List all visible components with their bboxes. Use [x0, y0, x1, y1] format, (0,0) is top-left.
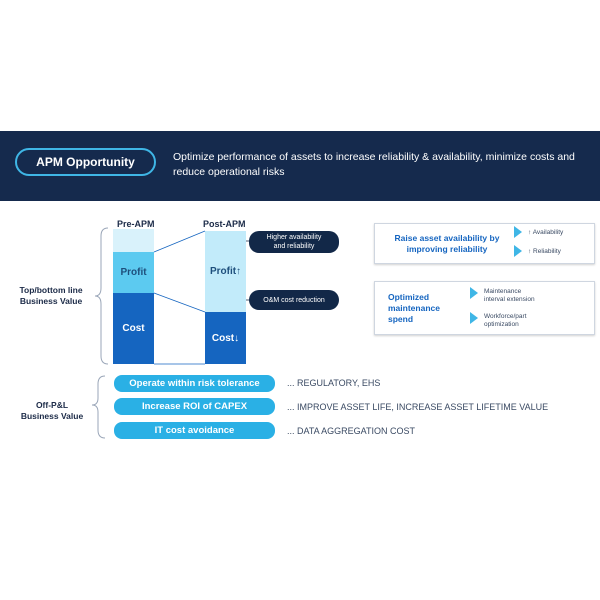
pre-apm-label: Pre-APM: [117, 219, 155, 229]
connector-cost-top: [154, 293, 205, 312]
risk-tolerance-note: ... REGULATORY, EHS: [287, 378, 381, 388]
om-cost-reduction-text: O&M cost reduction: [263, 296, 325, 304]
workforce-item: Workforce/part optimization: [484, 313, 527, 328]
roi-capex-note: ... IMPROVE ASSET LIFE, INCREASE ASSET LIFETIME VALUE: [287, 402, 549, 412]
pre-apm-cost: Cost: [113, 293, 154, 364]
reliability-item: ↑ Reliability: [528, 248, 561, 255]
topbottom-line-2: Business Value: [19, 296, 83, 306]
it-cost-pill: IT cost avoidance: [114, 422, 275, 439]
risk-tolerance-pill: Operate within risk tolerance: [114, 375, 275, 392]
topbottom-line-1: Top/bottom line: [19, 285, 83, 295]
topbottom-brace: [95, 228, 108, 364]
it-cost-note: ... DATA AGGREGATION COST: [287, 426, 416, 436]
header-description: Optimize performance of assets to increase reliability & availability, minimize costs and reduce operational risks: [173, 151, 575, 178]
post-apm-label: Post-APM: [203, 219, 246, 229]
maintenance-box-title: Optimized maintenance spend: [388, 292, 440, 324]
workforce-triangle-icon: [470, 312, 478, 324]
connector-profit-top: [154, 231, 205, 252]
offpl-brace: [92, 376, 105, 438]
post-apm-cost: Cost↓: [205, 312, 246, 364]
roi-capex-pill: Increase ROI of CAPEX: [114, 398, 275, 415]
maintenance-triangle-icon: [470, 287, 478, 299]
higher-availability-pill: [249, 231, 339, 253]
availability-triangle-icon: [514, 226, 522, 238]
availability-box-title: Raise asset availability by improving reliability: [394, 233, 500, 254]
pre-apm-profit: Profit: [113, 252, 154, 293]
post-apm-profit: Profit↑: [205, 231, 246, 312]
offpl-line-1: Off-P&L: [35, 400, 69, 410]
maintenance-item: Maintenance interval extension: [484, 288, 535, 303]
apm-opportunity-pill: APM Opportunity: [15, 148, 156, 176]
availability-item: ↑ Availability: [528, 229, 564, 236]
higher-availability-text: Higher availability and reliability: [266, 234, 322, 250]
om-cost-reduction-pill: [249, 290, 339, 310]
offpl-business-value-label: [12, 400, 92, 422]
offpl-line-2: Business Value: [20, 411, 84, 421]
reliability-triangle-icon: [514, 245, 522, 257]
